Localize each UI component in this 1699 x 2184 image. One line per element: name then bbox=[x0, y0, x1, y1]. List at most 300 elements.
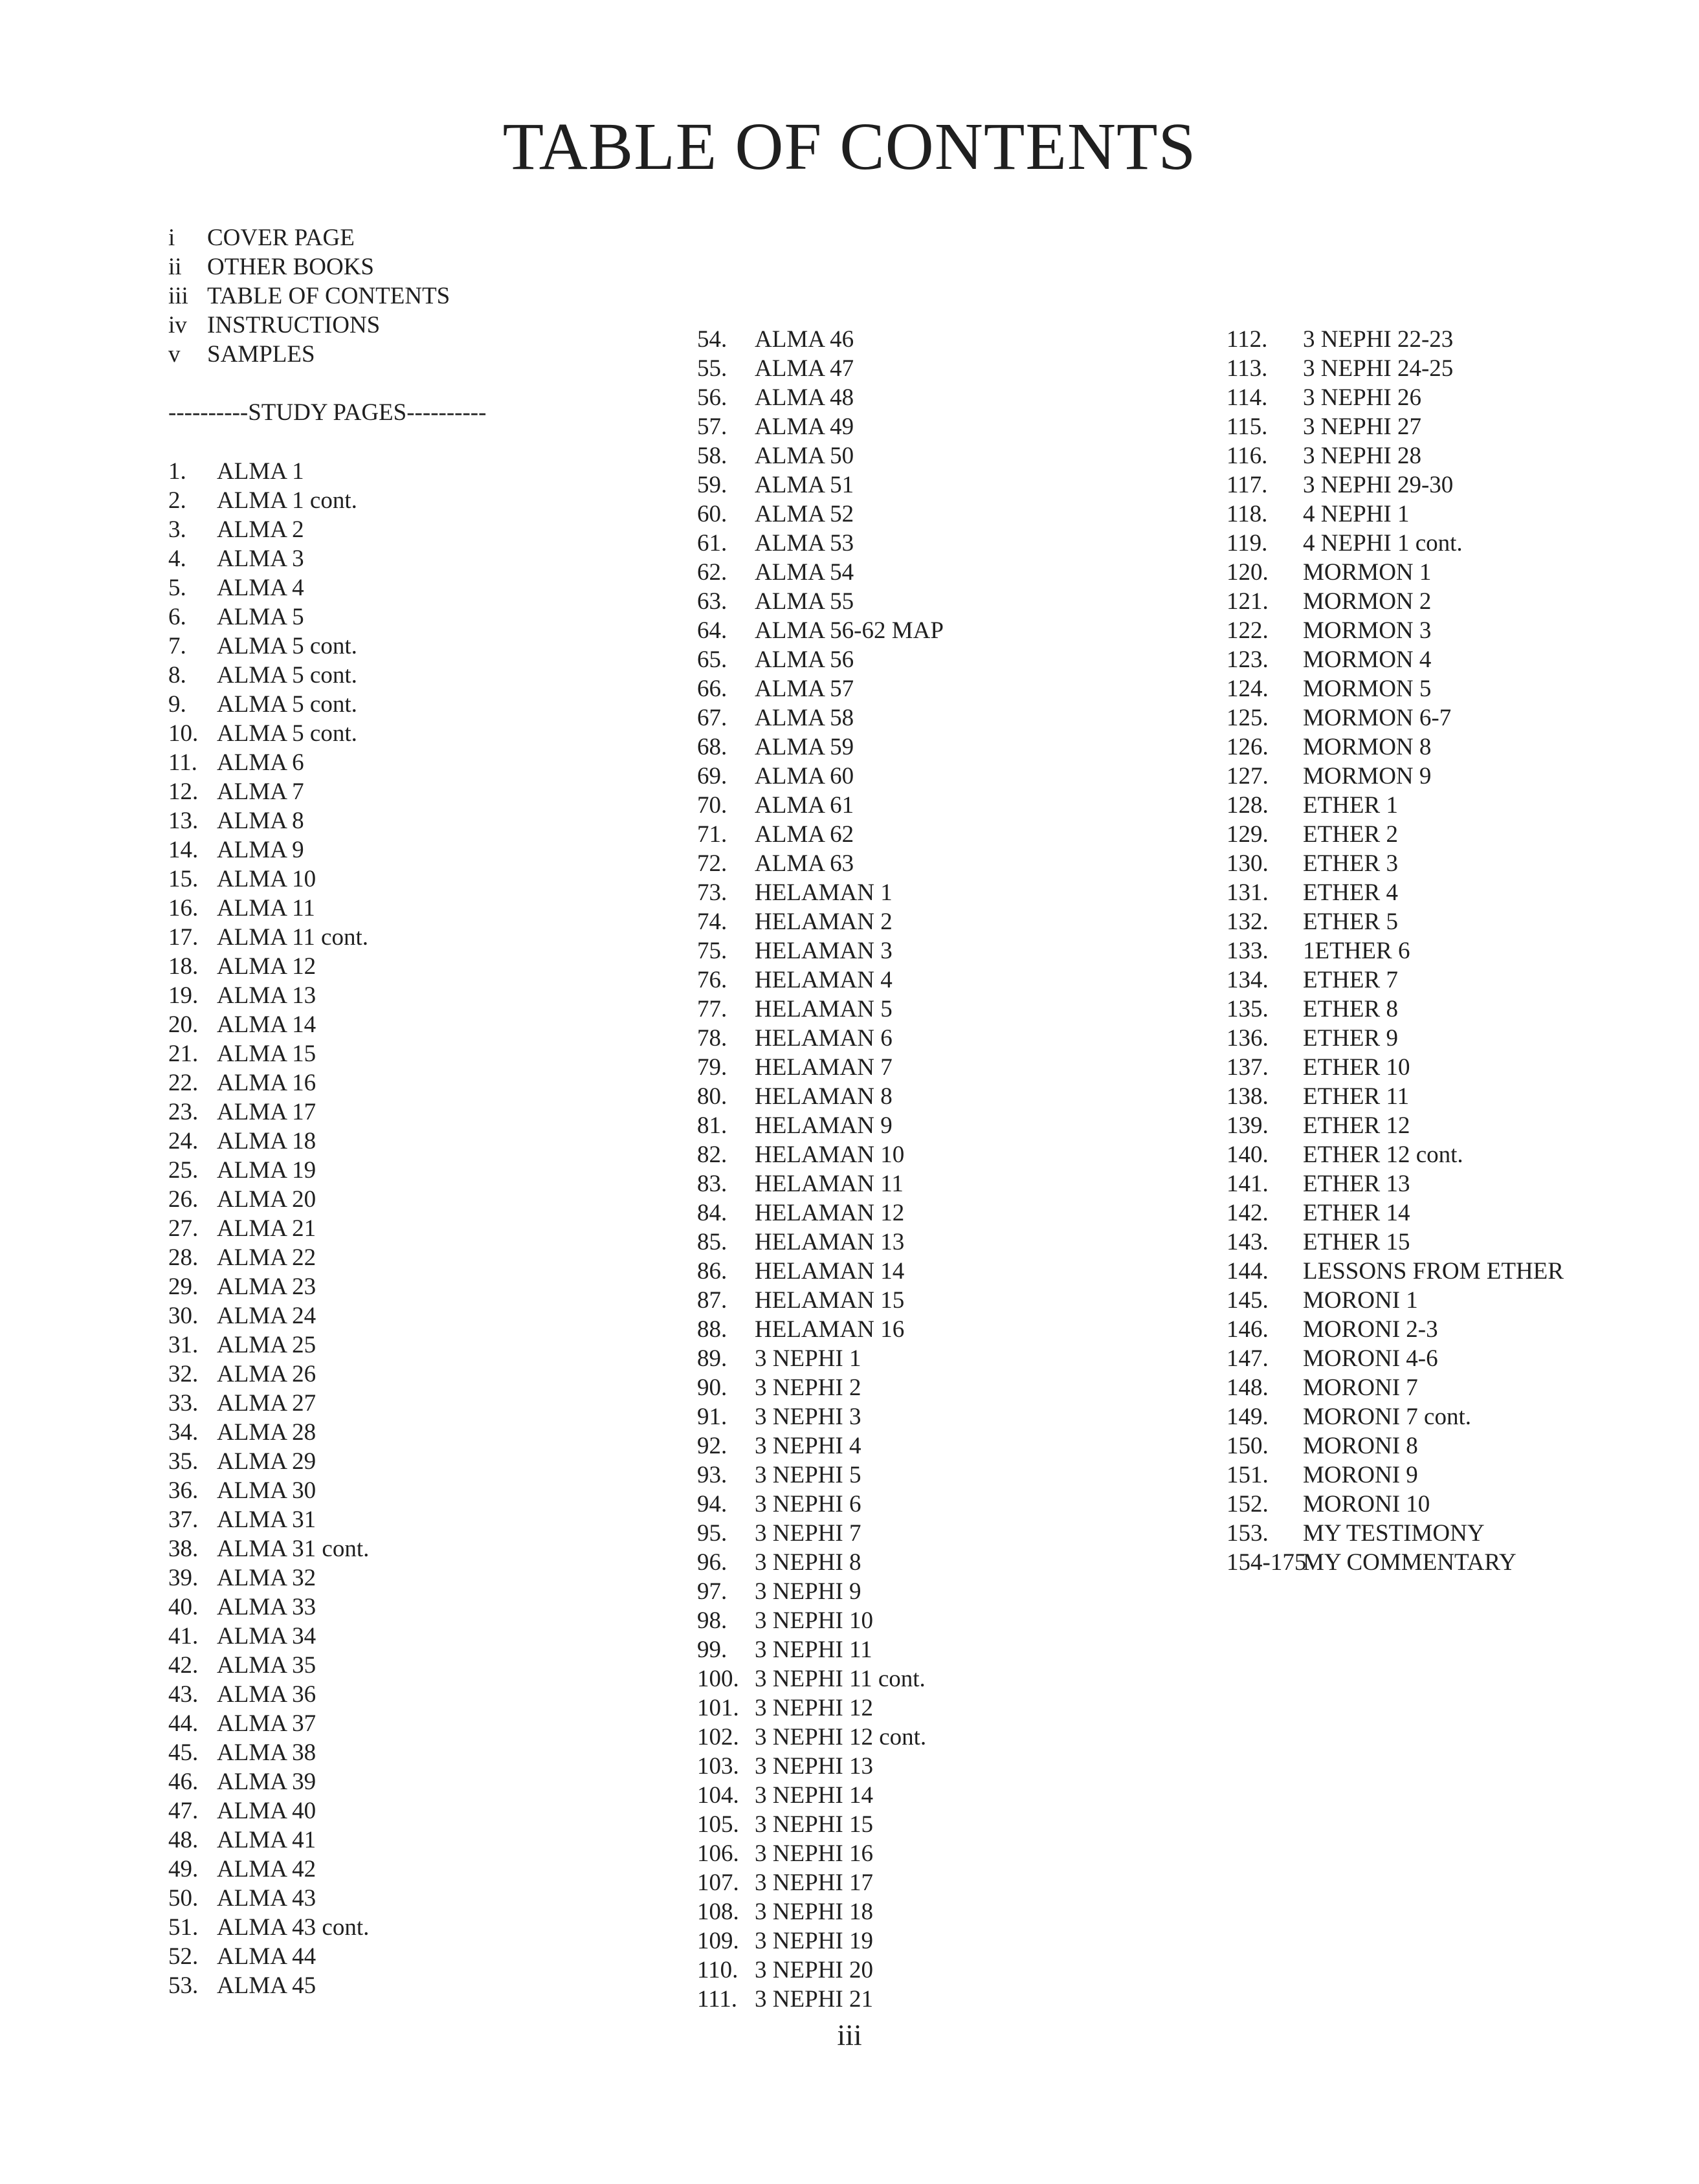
toc-entry-label: 3 NEPHI 28 bbox=[1303, 443, 1421, 469]
toc-entry bbox=[168, 1039, 369, 1068]
toc-entry bbox=[168, 1826, 369, 1855]
toc-entry-number: 131. bbox=[1227, 879, 1269, 906]
toc-entry-label: ALMA 49 bbox=[755, 414, 854, 440]
toc-entry-label: ALMA 36 bbox=[217, 1681, 316, 1708]
toc-entry bbox=[168, 544, 369, 573]
toc-entry-label: HELAMAN 14 bbox=[755, 1258, 905, 1285]
toc-entry-label: ALMA 17 bbox=[217, 1099, 316, 1125]
toc-entry-number: 57. bbox=[697, 414, 727, 440]
page-title: TABLE OF CONTENTS bbox=[502, 109, 1197, 184]
toc-entry-label: 3 NEPHI 15 bbox=[755, 1811, 873, 1838]
toc-entry-number: 82. bbox=[697, 1142, 727, 1168]
toc-entry bbox=[168, 1593, 369, 1622]
toc-entry bbox=[168, 690, 369, 719]
toc-entry bbox=[1227, 587, 1564, 616]
toc-entry-label: ALMA 31 cont. bbox=[217, 1536, 370, 1562]
toc-entry bbox=[1227, 849, 1564, 878]
toc-entry-number: 75. bbox=[697, 938, 727, 964]
toc-entry-label: ETHER 4 bbox=[1303, 879, 1398, 906]
toc-entry-number: 88. bbox=[697, 1316, 727, 1343]
toc-entry bbox=[697, 1257, 944, 1286]
toc-entry-label: ETHER 1 bbox=[1303, 792, 1398, 819]
toc-entry-number: 120. bbox=[1227, 559, 1269, 586]
toc-entry bbox=[168, 1447, 369, 1476]
toc-entry-number: 48. bbox=[168, 1827, 199, 1853]
toc-entry-number: 142. bbox=[1227, 1200, 1269, 1226]
toc-entry-label: ETHER 8 bbox=[1303, 996, 1398, 1022]
toc-entry-number: 97. bbox=[697, 1578, 727, 1605]
toc-entry bbox=[697, 1956, 944, 1985]
toc-entry-label: 3 NEPHI 4 bbox=[755, 1433, 861, 1459]
toc-entry-label: MORONI 7 cont. bbox=[1303, 1404, 1472, 1430]
toc-entry-label: ALMA 19 bbox=[217, 1157, 316, 1184]
toc-entry bbox=[168, 1534, 369, 1563]
toc-entry-label: ALMA 18 bbox=[217, 1128, 316, 1154]
toc-entry-label: ALMA 2 bbox=[217, 516, 304, 543]
toc-entry-label: OTHER BOOKS bbox=[207, 254, 374, 280]
toc-entry-label: 3 NEPHI 10 bbox=[755, 1607, 873, 1634]
toc-entry-number: 108. bbox=[697, 1899, 739, 1925]
toc-entry-number: 100. bbox=[697, 1666, 739, 1692]
toc-entry-label: MORONI 1 bbox=[1303, 1287, 1418, 1314]
toc-entry-label: ALMA 7 bbox=[217, 778, 304, 805]
toc-entry bbox=[697, 936, 944, 965]
toc-entry-label: ALMA 55 bbox=[755, 588, 854, 615]
toc-entry bbox=[697, 1228, 944, 1257]
toc-entry-number: 4. bbox=[168, 546, 186, 572]
toc-entry-number: 5. bbox=[168, 575, 186, 601]
toc-entry-number: 43. bbox=[168, 1681, 199, 1708]
toc-entry-number: 71. bbox=[697, 821, 727, 848]
toc-entry-label: ALMA 5 cont. bbox=[217, 720, 357, 747]
toc-entry bbox=[168, 1767, 369, 1796]
toc-entry-number: 9. bbox=[168, 691, 186, 718]
toc-entry-number: 85. bbox=[697, 1229, 727, 1255]
toc-entry bbox=[697, 1577, 944, 1606]
toc-entry-number: 136. bbox=[1227, 1025, 1269, 1052]
toc-entry-number: 50. bbox=[168, 1885, 199, 1912]
toc-entry bbox=[697, 1693, 944, 1723]
study-pages-divider: ----------STUDY PAGES---------- bbox=[168, 399, 487, 426]
toc-entry bbox=[168, 1855, 369, 1884]
toc-entry bbox=[697, 616, 944, 645]
toc-entry-number: 45. bbox=[168, 1739, 199, 1766]
toc-entry-number: 51. bbox=[168, 1914, 199, 1941]
toc-entry-number: 84. bbox=[697, 1200, 727, 1226]
toc-entry-number: 149. bbox=[1227, 1404, 1269, 1430]
toc-entry-label: 3 NEPHI 3 bbox=[755, 1404, 861, 1430]
toc-entry bbox=[697, 1024, 944, 1053]
toc-entry-number: 103. bbox=[697, 1753, 739, 1780]
toc-entry-number: 122. bbox=[1227, 617, 1269, 644]
toc-entry-number: iv bbox=[168, 312, 187, 338]
page-number: iii bbox=[837, 2018, 862, 2051]
toc-entry-label: ALMA 46 bbox=[755, 326, 854, 353]
toc-entry-number: 19. bbox=[168, 982, 199, 1009]
toc-entry-label: ALMA 40 bbox=[217, 1798, 316, 1824]
toc-entry bbox=[1227, 1373, 1564, 1402]
toc-entry-label: 3 NEPHI 12 bbox=[755, 1695, 873, 1721]
toc-entry-number: 25. bbox=[168, 1157, 199, 1184]
toc-entry-number: 154-175 bbox=[1227, 1549, 1307, 1576]
toc-entry-label: ALMA 50 bbox=[755, 443, 854, 469]
toc-entry-number: 143. bbox=[1227, 1229, 1269, 1255]
toc-entry-number: 44. bbox=[168, 1710, 199, 1737]
toc-entry bbox=[1227, 1169, 1564, 1198]
toc-entry-label: ETHER 11 bbox=[1303, 1083, 1410, 1110]
toc-entry-label: MORMON 8 bbox=[1303, 734, 1432, 760]
toc-entry bbox=[697, 995, 944, 1024]
toc-entry-number: 55. bbox=[697, 355, 727, 382]
toc-entry-label: 3 NEPHI 11 bbox=[755, 1637, 872, 1663]
toc-entry bbox=[1227, 645, 1564, 674]
toc-entry-number: 146. bbox=[1227, 1316, 1269, 1343]
toc-entry-label: ETHER 14 bbox=[1303, 1200, 1410, 1226]
toc-entry-label: MORMON 4 bbox=[1303, 646, 1432, 673]
toc-entry-number: 96. bbox=[697, 1549, 727, 1576]
toc-entry-label: ALMA 47 bbox=[755, 355, 854, 382]
toc-entry-label: ALMA 23 bbox=[217, 1274, 316, 1300]
toc-entry-label: ALMA 62 bbox=[755, 821, 854, 848]
toc-entry-number: 18. bbox=[168, 953, 199, 980]
toc-entry-label: HELAMAN 10 bbox=[755, 1142, 905, 1168]
toc-entry bbox=[1227, 1140, 1564, 1169]
toc-entry-number: 30. bbox=[168, 1303, 199, 1329]
toc-entry bbox=[1227, 791, 1564, 820]
toc-entry-label: ETHER 2 bbox=[1303, 821, 1398, 848]
toc-entry bbox=[1227, 1198, 1564, 1228]
toc-entry-label: ALMA 25 bbox=[217, 1332, 316, 1358]
toc-entry-label: 3 NEPHI 9 bbox=[755, 1578, 861, 1605]
toc-entry bbox=[168, 1942, 369, 1971]
toc-entry bbox=[1227, 383, 1564, 412]
toc-entry-number: 132. bbox=[1227, 909, 1269, 935]
toc-entry-label: COVER PAGE bbox=[207, 225, 355, 251]
toc-entry bbox=[168, 602, 369, 632]
toc-entry-number: 94. bbox=[697, 1491, 727, 1517]
toc-entry-number: 135. bbox=[1227, 996, 1269, 1022]
toc-entry bbox=[1227, 412, 1564, 441]
toc-entry-number: 150. bbox=[1227, 1433, 1269, 1459]
toc-entry-number: 119. bbox=[1227, 530, 1268, 557]
toc-entry-label: ALMA 30 bbox=[217, 1477, 316, 1504]
toc-entry bbox=[697, 1431, 944, 1461]
toc-entry bbox=[168, 573, 369, 602]
toc-entry-number: 46. bbox=[168, 1769, 199, 1795]
toc-entry-number: 123. bbox=[1227, 646, 1269, 673]
toc-entry bbox=[697, 1926, 944, 1956]
toc-entry bbox=[168, 1185, 369, 1214]
toc-entry-label: HELAMAN 1 bbox=[755, 879, 893, 906]
toc-entry bbox=[168, 1301, 369, 1330]
toc-entry bbox=[697, 354, 944, 383]
toc-entry bbox=[697, 1344, 944, 1373]
toc-entry-number: 116. bbox=[1227, 443, 1268, 469]
toc-entry-number: 54. bbox=[697, 326, 727, 353]
toc-entry-label: HELAMAN 13 bbox=[755, 1229, 905, 1255]
toc-entry bbox=[697, 1781, 944, 1810]
toc-entry-label: HELAMAN 3 bbox=[755, 938, 893, 964]
toc-entry bbox=[168, 1360, 369, 1389]
toc-entry-number: 2. bbox=[168, 487, 186, 514]
toc-entry-label: 3 NEPHI 18 bbox=[755, 1899, 873, 1925]
toc-entry-label: HELAMAN 15 bbox=[755, 1287, 905, 1314]
toc-entry-label: TABLE OF CONTENTS bbox=[207, 283, 450, 309]
toc-entry-number: 117. bbox=[1227, 472, 1268, 498]
toc-entry-number: 35. bbox=[168, 1448, 199, 1475]
toc-entry bbox=[697, 762, 944, 791]
toc-entry bbox=[168, 1476, 369, 1505]
toc-entry-number: 10. bbox=[168, 720, 199, 747]
toc-entry-number: 141. bbox=[1227, 1171, 1269, 1197]
toc-entry bbox=[168, 340, 450, 369]
toc-entry-label: ETHER 3 bbox=[1303, 850, 1398, 877]
toc-entry bbox=[697, 412, 944, 441]
toc-entry-number: 68. bbox=[697, 734, 727, 760]
toc-entry bbox=[697, 965, 944, 995]
toc-entry-label: ALMA 21 bbox=[217, 1215, 316, 1242]
toc-entry-label: HELAMAN 5 bbox=[755, 996, 893, 1022]
toc-entry bbox=[168, 1796, 369, 1826]
toc-entry bbox=[168, 1068, 369, 1098]
toc-entry bbox=[697, 645, 944, 674]
toc-entry-number: 59. bbox=[697, 472, 727, 498]
toc-entry-label: MORMON 3 bbox=[1303, 617, 1432, 644]
toc-entry-label: HELAMAN 4 bbox=[755, 967, 893, 993]
toc-entry bbox=[168, 865, 369, 894]
toc-entry-label: ALMA 27 bbox=[217, 1390, 316, 1417]
toc-entry bbox=[1227, 1490, 1564, 1519]
toc-entry-label: ETHER 15 bbox=[1303, 1229, 1410, 1255]
toc-entry-number: 36. bbox=[168, 1477, 199, 1504]
toc-entry-label: ALMA 11 cont. bbox=[217, 924, 368, 951]
toc-entry bbox=[697, 1752, 944, 1781]
toc-entry bbox=[168, 1709, 369, 1738]
toc-entry bbox=[1227, 878, 1564, 907]
toc-entry-label: ETHER 12 bbox=[1303, 1112, 1410, 1139]
toc-entry-number: 1. bbox=[168, 458, 186, 485]
toc-entry-label: 3 NEPHI 5 bbox=[755, 1462, 861, 1488]
toc-entry-label: ALMA 28 bbox=[217, 1419, 316, 1446]
toc-entry-number: 72. bbox=[697, 850, 727, 877]
toc-entry bbox=[697, 1897, 944, 1926]
toc-entry bbox=[697, 1082, 944, 1111]
toc-entry bbox=[168, 1214, 369, 1243]
toc-entry-number: 32. bbox=[168, 1361, 199, 1387]
toc-entry bbox=[168, 311, 450, 340]
toc-entry-number: 38. bbox=[168, 1536, 199, 1562]
toc-entry bbox=[1227, 1228, 1564, 1257]
toc-entry-number: 16. bbox=[168, 895, 199, 921]
toc-entry-label: ALMA 10 bbox=[217, 866, 316, 892]
toc-entry-number: 17. bbox=[168, 924, 199, 951]
toc-entry-number: 153. bbox=[1227, 1520, 1269, 1547]
toc-entry bbox=[1227, 674, 1564, 703]
toc-entry-label: ALMA 60 bbox=[755, 763, 854, 789]
toc-entry-number: 63. bbox=[697, 588, 727, 615]
toc-entry-label: ALMA 12 bbox=[217, 953, 316, 980]
toc-entry-number: 106. bbox=[697, 1840, 739, 1867]
toc-entry-label: ALMA 45 bbox=[217, 1972, 316, 1999]
toc-entry-number: 40. bbox=[168, 1594, 199, 1620]
toc-entry-label: ALMA 34 bbox=[217, 1623, 316, 1649]
toc-entry-number: 110. bbox=[697, 1957, 738, 1983]
toc-entry bbox=[168, 1738, 369, 1767]
toc-entry-label: HELAMAN 2 bbox=[755, 909, 893, 935]
toc-entry bbox=[168, 281, 450, 311]
toc-entry-label: MORONI 9 bbox=[1303, 1462, 1418, 1488]
toc-entry-label: ALMA 56-62 MAP bbox=[755, 617, 944, 644]
toc-entry bbox=[697, 703, 944, 733]
toc-entry-label: 3 NEPHI 1 bbox=[755, 1345, 861, 1372]
toc-entry-number: 70. bbox=[697, 792, 727, 819]
toc-entry bbox=[168, 486, 369, 515]
toc-entry-number: 102. bbox=[697, 1724, 739, 1750]
toc-entry-number: 52. bbox=[168, 1943, 199, 1970]
toc-entry bbox=[168, 748, 369, 777]
toc-entry-number: 126. bbox=[1227, 734, 1269, 760]
toc-entry-number: 29. bbox=[168, 1274, 199, 1300]
toc-entry-label: 3 NEPHI 11 cont. bbox=[755, 1666, 926, 1692]
toc-entry-label: 3 NEPHI 19 bbox=[755, 1928, 873, 1954]
toc-entry-label: 3 NEPHI 16 bbox=[755, 1840, 873, 1867]
toc-entry-number: 105. bbox=[697, 1811, 739, 1838]
toc-entry bbox=[1227, 733, 1564, 762]
toc-entry-label: 3 NEPHI 6 bbox=[755, 1491, 861, 1517]
toc-entry bbox=[1227, 1519, 1564, 1548]
toc-entry bbox=[168, 1418, 369, 1447]
toc-entry-number: ii bbox=[168, 254, 182, 280]
toc-entry-number: 14. bbox=[168, 837, 199, 863]
toc-entry-label: INSTRUCTIONS bbox=[207, 312, 381, 338]
toc-entry bbox=[1227, 965, 1564, 995]
toc-entry bbox=[1227, 1402, 1564, 1431]
toc-entry bbox=[697, 1373, 944, 1402]
toc-entry bbox=[697, 441, 944, 470]
toc-entry-number: 22. bbox=[168, 1070, 199, 1096]
toc-entry-number: 139. bbox=[1227, 1112, 1269, 1139]
toc-entry-number: 42. bbox=[168, 1652, 199, 1679]
toc-entry-label: ETHER 5 bbox=[1303, 909, 1398, 935]
toc-entry-label: HELAMAN 9 bbox=[755, 1112, 893, 1139]
toc-entry-number: 104. bbox=[697, 1782, 739, 1809]
toc-entry-label: ALMA 15 bbox=[217, 1041, 316, 1067]
toc-entry bbox=[168, 1680, 369, 1709]
toc-entry-number: 98. bbox=[697, 1607, 727, 1634]
toc-entry-label: 3 NEPHI 14 bbox=[755, 1782, 873, 1809]
toc-entry bbox=[1227, 703, 1564, 733]
toc-entry-label: 3 NEPHI 29-30 bbox=[1303, 472, 1454, 498]
toc-entry bbox=[697, 674, 944, 703]
toc-entry bbox=[1227, 907, 1564, 936]
toc-entry bbox=[697, 820, 944, 849]
toc-entry bbox=[168, 835, 369, 865]
toc-entry-number: 62. bbox=[697, 559, 727, 586]
toc-entry-label: ALMA 59 bbox=[755, 734, 854, 760]
toc-entry bbox=[1227, 1344, 1564, 1373]
toc-entry-label: ALMA 5 bbox=[217, 604, 304, 630]
toc-entry-label: 3 NEPHI 20 bbox=[755, 1957, 873, 1983]
toc-entry-number: 92. bbox=[697, 1433, 727, 1459]
toc-entry bbox=[1227, 354, 1564, 383]
toc-entry-number: 133. bbox=[1227, 938, 1269, 964]
toc-entry bbox=[697, 325, 944, 354]
toc-entry-number: i bbox=[168, 225, 175, 251]
toc-entry-label: ALMA 41 bbox=[217, 1827, 316, 1853]
toc-entry bbox=[697, 470, 944, 500]
toc-entry-number: 124. bbox=[1227, 676, 1269, 702]
toc-entry-number: 11. bbox=[168, 749, 197, 776]
toc-entry-label: ALMA 42 bbox=[217, 1856, 316, 1882]
toc-entry-number: 90. bbox=[697, 1374, 727, 1401]
toc-entry-number: 58. bbox=[697, 443, 727, 469]
toc-entry-number: 121. bbox=[1227, 588, 1269, 615]
toc-entry-label: ALMA 24 bbox=[217, 1303, 316, 1329]
toc-entry bbox=[697, 1169, 944, 1198]
toc-entry-label: 3 NEPHI 17 bbox=[755, 1870, 873, 1896]
toc-entry bbox=[1227, 936, 1564, 965]
toc-entry-number: 67. bbox=[697, 705, 727, 731]
toc-entry-number: 33. bbox=[168, 1390, 199, 1417]
toc-entry-label: ALMA 3 bbox=[217, 546, 304, 572]
toc-entry bbox=[697, 1111, 944, 1140]
toc-entry-number: 31. bbox=[168, 1332, 199, 1358]
toc-entry-label: ALMA 1 cont. bbox=[217, 487, 357, 514]
toc-entry-label: ALMA 54 bbox=[755, 559, 854, 586]
toc-entry bbox=[697, 878, 944, 907]
toc-entry-number: 115. bbox=[1227, 414, 1268, 440]
toc-entry-number: 27. bbox=[168, 1215, 199, 1242]
toc-entry-number: 47. bbox=[168, 1798, 199, 1824]
toc-entry-number: 15. bbox=[168, 866, 199, 892]
toc-entry-label: ALMA 11 bbox=[217, 895, 315, 921]
toc-entry-label: LESSONS FROM ETHER bbox=[1303, 1258, 1564, 1285]
toc-entry-number: 6. bbox=[168, 604, 186, 630]
toc-entry-number: 140. bbox=[1227, 1142, 1269, 1168]
toc-entry-number: 114. bbox=[1227, 384, 1268, 411]
toc-entry-number: 61. bbox=[697, 530, 727, 557]
toc-entry bbox=[168, 1651, 369, 1680]
toc-entry bbox=[697, 733, 944, 762]
toc-entry bbox=[168, 1243, 369, 1272]
toc-entry-label: ETHER 10 bbox=[1303, 1054, 1410, 1081]
toc-entry-number: 127. bbox=[1227, 763, 1269, 789]
toc-entry bbox=[697, 1635, 944, 1664]
toc-entry-number: 49. bbox=[168, 1856, 199, 1882]
toc-entry bbox=[1227, 1286, 1564, 1315]
toc-entry bbox=[168, 1127, 369, 1156]
toc-entry bbox=[168, 457, 369, 486]
toc-entry-number: 7. bbox=[168, 633, 186, 659]
toc-entry-number: 74. bbox=[697, 909, 727, 935]
toc-entry-number: 83. bbox=[697, 1171, 727, 1197]
toc-entry-number: 73. bbox=[697, 879, 727, 906]
toc-entry-label: ALMA 61 bbox=[755, 792, 854, 819]
toc-entry bbox=[697, 849, 944, 878]
toc-entry bbox=[168, 777, 369, 806]
toc-entry-label: HELAMAN 7 bbox=[755, 1054, 893, 1081]
toc-entry bbox=[697, 1606, 944, 1635]
toc-entry bbox=[168, 252, 450, 281]
toc-entry bbox=[697, 1053, 944, 1082]
toc-entry-label: ALMA 4 bbox=[217, 575, 304, 601]
toc-entry-number: 79. bbox=[697, 1054, 727, 1081]
toc-entry-number: 125. bbox=[1227, 705, 1269, 731]
toc-entry-number: 34. bbox=[168, 1419, 199, 1446]
toc-entry-number: 56. bbox=[697, 384, 727, 411]
toc-entry-label: ALMA 43 cont. bbox=[217, 1914, 370, 1941]
toc-entry-label: MORONI 8 bbox=[1303, 1433, 1418, 1459]
